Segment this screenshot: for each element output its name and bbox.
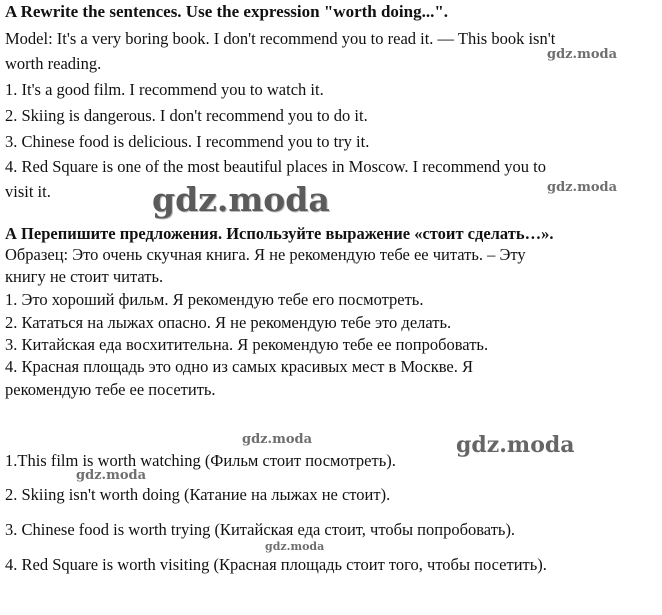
watermark-logo: gdz.moda: [242, 432, 313, 447]
russian-sentence-4-line-1: 4. Красная площадь это одно из самых красивых мест в Москве. Я: [5, 357, 473, 376]
english-model-line-1: Model: It's a very boring book. I don't recommend you to read it. — This book isn't: [5, 29, 556, 48]
answer-1: 1.This film is worth watching (Фильм стоит посмотреть).: [5, 451, 396, 470]
russian-sentence-1: 1. Это хороший фильм. Я рекомендую тебе его посмотреть.: [5, 290, 424, 309]
english-sentence-2: 2. Skiing is dangerous. I don't recommend you to do it.: [5, 106, 368, 125]
russian-sentence-2: 2. Кататься на лыжах опасно. Я не рекомендую тебе это делать.: [5, 313, 452, 332]
watermark-logo: gdz.moda: [547, 180, 618, 195]
russian-sentence-4-line-2: рекомендую тебе ее посетить.: [5, 380, 216, 399]
russian-sentence-3: 3. Китайская еда восхитительна. Я рекомендую тебе ее попробовать.: [5, 335, 489, 354]
english-sentence-4-line-1: 4. Red Square is one of the most beautiful places in Moscow. I recommend you to: [5, 157, 547, 176]
russian-model-line-1: Образец: Это очень скучная книга. Я не рекомендую тебе ее читать. – Эту: [5, 245, 526, 264]
russian-model-line-2: книгу не стоит читать.: [5, 267, 164, 286]
watermark-logo: gdz.moda: [265, 540, 325, 553]
english-sentence-4-line-2: visit it.: [5, 182, 51, 201]
english-sentence-1: 1. It's a good film. I recommend you to watch it.: [5, 80, 324, 99]
answer-4: 4. Red Square is worth visiting (Красная площадь стоит того, чтобы посетить).: [5, 555, 547, 574]
watermark-logo: gdz.moda: [547, 47, 618, 62]
english-sentence-3: 3. Chinese food is delicious. I recommend you to try it.: [5, 132, 370, 151]
answer-2: 2. Skiing isn't worth doing (Катание на лыжах не стоит).: [5, 485, 391, 504]
watermark-logo: gdz.moda: [152, 180, 330, 219]
english-heading: A Rewrite the sentences. Use the expression "worth doing...".: [5, 2, 449, 21]
watermark-logo: gdz.moda: [76, 468, 147, 483]
watermark-logo: gdz.moda: [456, 432, 575, 458]
english-model-line-2: worth reading.: [5, 54, 102, 73]
answer-3: 3. Chinese food is worth trying (Китайская еда стоит, чтобы попробовать).: [5, 520, 516, 539]
russian-heading: А Перепишите предложения. Используйте выражение «стоит сделать…».: [5, 224, 554, 243]
